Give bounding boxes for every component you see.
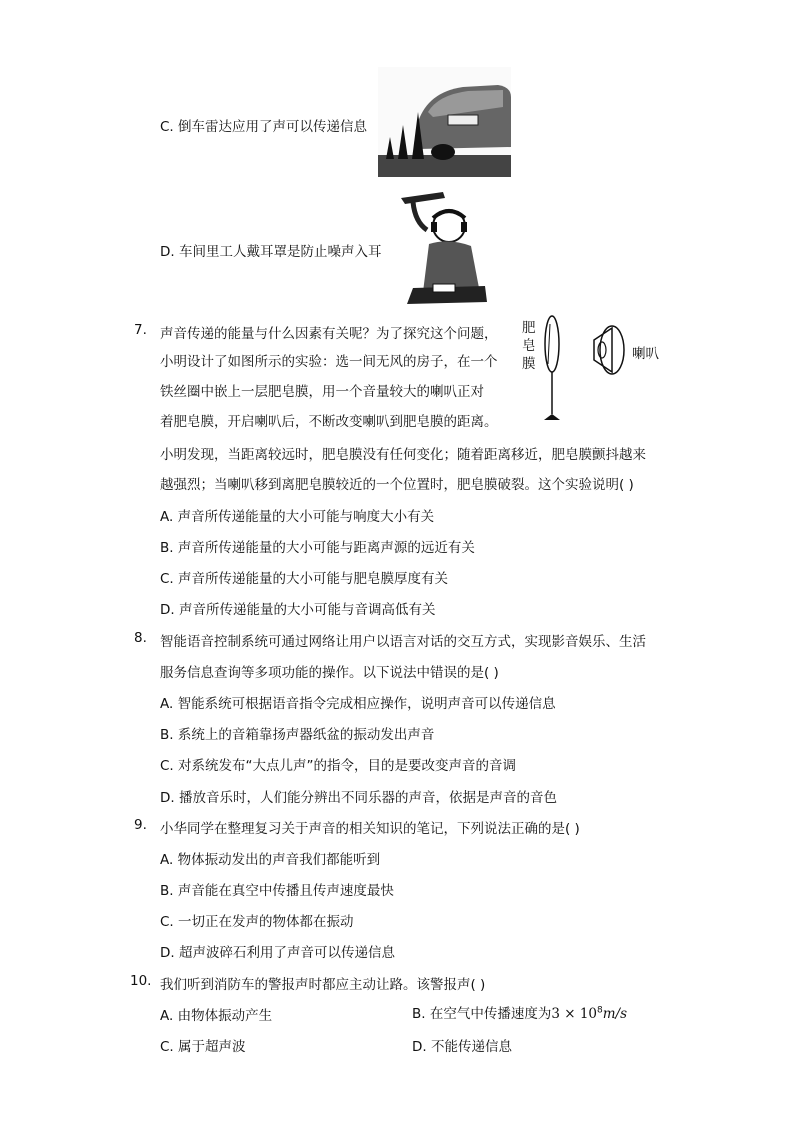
q10-option-b-unit: m/s — [602, 1006, 628, 1022]
film-label-3: 膜 — [522, 356, 536, 372]
q7-line-5: 小明发现，当距离较远时，肥皂膜没有任何变化；随着距离移近，肥皂膜颤抖越来 — [160, 447, 646, 463]
q10-option-b-text: B. 在空气中传播速度为 — [412, 1006, 552, 1022]
soap-film-diagram — [522, 310, 672, 426]
q7-option-a: A. 声音所传递能量的大小可能与响度大小有关 — [160, 509, 435, 525]
q7-option-b: B. 声音所传递能量的大小可能与距离声源的远近有关 — [160, 540, 475, 556]
q7-line-1: 声音传递的能量与什么因素有关呢？为了探究这个问题， — [160, 326, 498, 342]
q8-number: 8. — [134, 630, 147, 646]
q7-line-2: 小明设计了如图所示的实验：选一间无风的房子，在一个 — [160, 354, 498, 370]
q7-line-6: 越强烈；当喇叭移到离肥皂膜较近的一个位置时，肥皂膜破裂。这个实验说明( ) — [160, 477, 634, 493]
q7-line-3: 铁丝圈中嵌上一层肥皂膜，用一个音量较大的喇叭正对 — [160, 384, 484, 400]
q7-option-c: C. 声音所传递能量的大小可能与肥皂膜厚度有关 — [160, 571, 449, 587]
soap-film-speaker-figure — [522, 310, 672, 426]
car-reversing-radar-image — [378, 67, 511, 177]
film-label-1: 肥 — [522, 320, 536, 336]
q10-option-d: D. 不能传递信息 — [412, 1039, 512, 1055]
film-label-2: 皂 — [522, 338, 536, 354]
worker-earmuffs-image — [393, 188, 489, 304]
q8-option-d: D. 播放音乐时，人们能分辨出不同乐器的声音，依据是声音的音色 — [160, 790, 557, 806]
q8-line-2: 服务信息查询等多项功能的操作。以下说法中错误的是( ) — [160, 665, 499, 681]
q7-line-4: 着肥皂膜，开启喇叭后，不断改变喇叭到肥皂膜的距离。 — [160, 414, 498, 430]
q6-option-c: C. 倒车雷达应用了声可以传递信息 — [160, 119, 368, 135]
q8-option-b: B. 系统上的音箱靠扬声器纸盆的振动发出声音 — [160, 727, 435, 743]
q9-option-a: A. 物体振动发出的声音我们都能听到 — [160, 852, 381, 868]
q9-line-1: 小华同学在整理复习关于声音的相关知识的笔记，下列说法正确的是( ) — [160, 821, 580, 837]
q10-option-a: A. 由物体振动产生 — [160, 1008, 273, 1024]
q7-number: 7. — [134, 322, 147, 338]
q8-option-c: C. 对系统发布“大点儿声”的指令，目的是要改变声音的音调 — [160, 758, 516, 774]
q10-number: 10. — [130, 973, 152, 989]
q9-option-d: D. 超声波碎石利用了声音可以传递信息 — [160, 945, 395, 961]
q8-line-1: 智能语音控制系统可通过网络让用户以语言对话的交互方式，实现影音娱乐、生活 — [160, 634, 646, 650]
q9-number: 9. — [134, 817, 147, 833]
q10-option-b-exp: 8 — [597, 1005, 603, 1016]
q6-option-d: D. 车间里工人戴耳罩是防止噪声入耳 — [160, 244, 382, 260]
q9-option-b: B. 声音能在真空中传播且传声速度最快 — [160, 883, 394, 899]
q9-option-c: C. 一切正在发声的物体都在振动 — [160, 914, 354, 930]
q7-option-d: D. 声音所传递能量的大小可能与音调高低有关 — [160, 602, 436, 618]
q10-line-1: 我们听到消防车的警报声时都应主动让路。该警报声( ) — [160, 977, 486, 993]
q10-option-b-formula: 3 × 10 — [551, 1006, 598, 1022]
q10-option-c: C. 属于超声波 — [160, 1039, 246, 1055]
q8-option-a: A. 智能系统可根据语音指令完成相应操作，说明声音可以传递信息 — [160, 696, 556, 712]
q10-option-b — [412, 1002, 627, 1022]
speaker-label: 喇叭 — [632, 346, 659, 362]
